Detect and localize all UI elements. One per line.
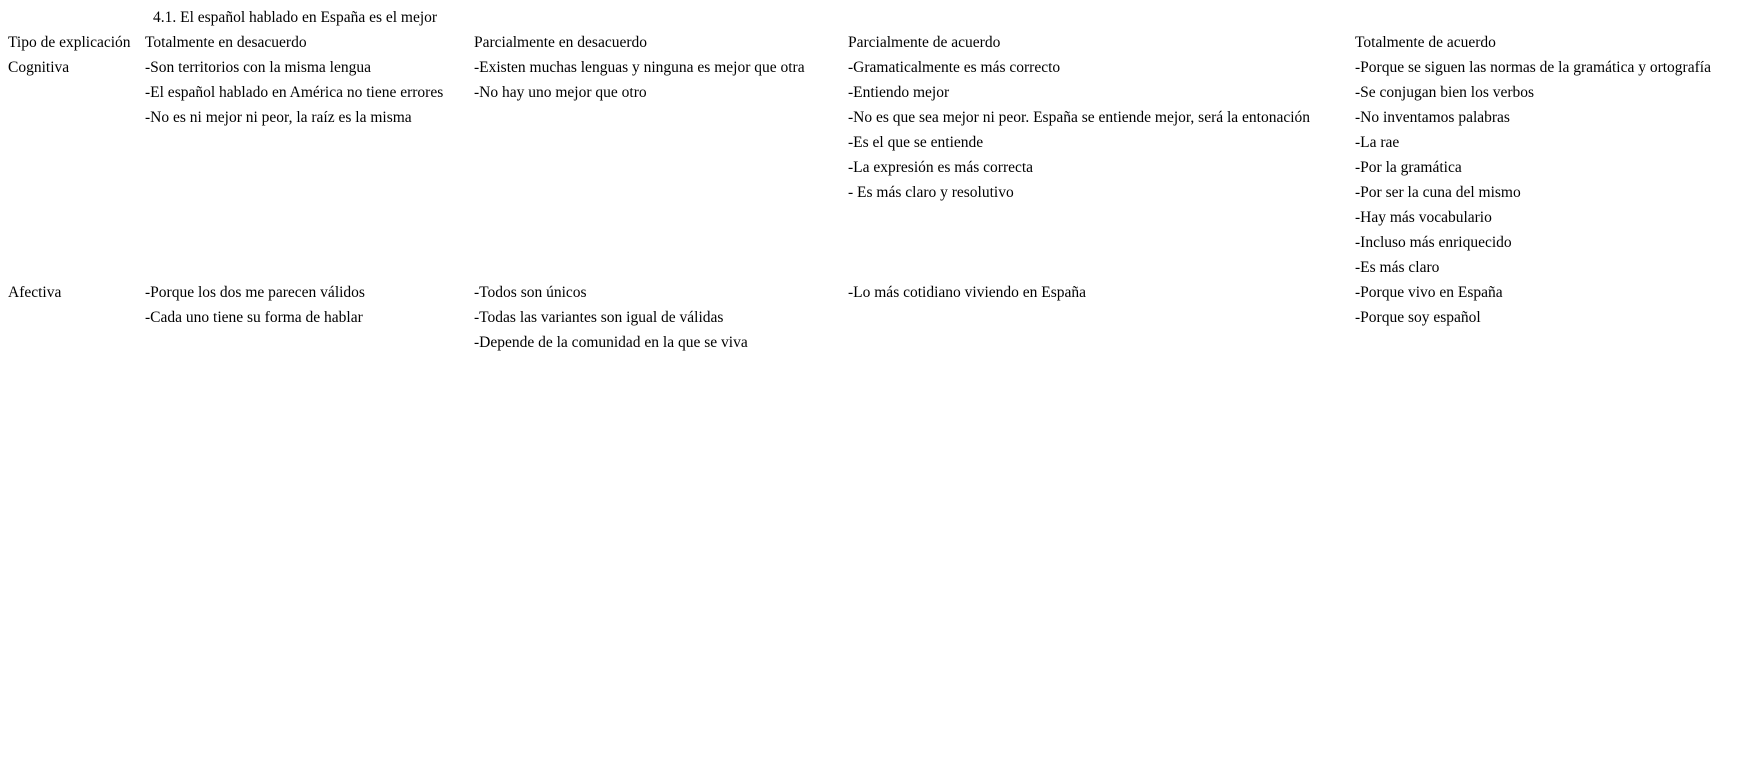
column-header: Tipo de explicación (8, 34, 131, 51)
cell-item: -No es ni mejor ni peor, la raíz es la misma (145, 109, 412, 126)
cell-item: -El español hablado en América no tiene errores (145, 84, 444, 101)
row-type-label: Cognitiva (8, 59, 70, 76)
cell-item: -Existen muchas lenguas y ninguna es mejor que otra (474, 59, 805, 76)
cell-item: -Lo más cotidiano viviendo en España (848, 284, 1087, 301)
cell-item: -Es más claro (1355, 259, 1440, 276)
cell-item: - Es más claro y resolutivo (848, 184, 1014, 201)
column-header: Parcialmente de acuerdo (848, 34, 1001, 51)
cell-item: -Por ser la cuna del mismo (1355, 184, 1521, 201)
column-header: Totalmente de acuerdo (1355, 34, 1496, 51)
cell-item: -Porque soy español (1355, 309, 1481, 326)
cell-item: -Hay más vocabulario (1355, 209, 1492, 226)
table-title: 4.1. El español hablado en España es el mejor (153, 9, 438, 26)
cell-item: -Todos son únicos (474, 284, 587, 301)
column-header: Totalmente en desacuerdo (145, 34, 307, 51)
cell-item: -Se conjugan bien los verbos (1355, 84, 1535, 101)
cell-item: -Son territorios con la misma lengua (145, 59, 371, 76)
cell-item: -Porque vivo en España (1355, 284, 1503, 301)
cell-item: -No inventamos palabras (1355, 109, 1510, 126)
cell-item: -Por la gramática (1355, 159, 1462, 176)
cell-item: -No hay uno mejor que otro (474, 84, 647, 101)
cell-item: -La rae (1355, 134, 1400, 151)
cell-item: -No es que sea mejor ni peor. España se entiende mejor, será la entonación (848, 109, 1311, 126)
cell-item: -Es el que se entiende (848, 134, 984, 151)
cell-item: -Porque se siguen las normas de la gramática y ortografía (1355, 59, 1711, 76)
cell-item: -Cada uno tiene su forma de hablar (145, 309, 363, 326)
cell-item: -Entiendo mejor (848, 84, 950, 101)
cell-item: -Gramaticalmente es más correcto (848, 59, 1061, 76)
cell-item: -Incluso más enriquecido (1355, 234, 1512, 251)
cell-item: -Depende de la comunidad en la que se viva (474, 334, 748, 351)
row-type-label: Afectiva (8, 284, 62, 301)
cell-item: -Todas las variantes son igual de válidas (474, 309, 724, 326)
column-header: Parcialmente en desacuerdo (474, 34, 647, 51)
cell-item: -La expresión es más correcta (848, 159, 1034, 176)
cell-item: -Porque los dos me parecen válidos (145, 284, 365, 301)
